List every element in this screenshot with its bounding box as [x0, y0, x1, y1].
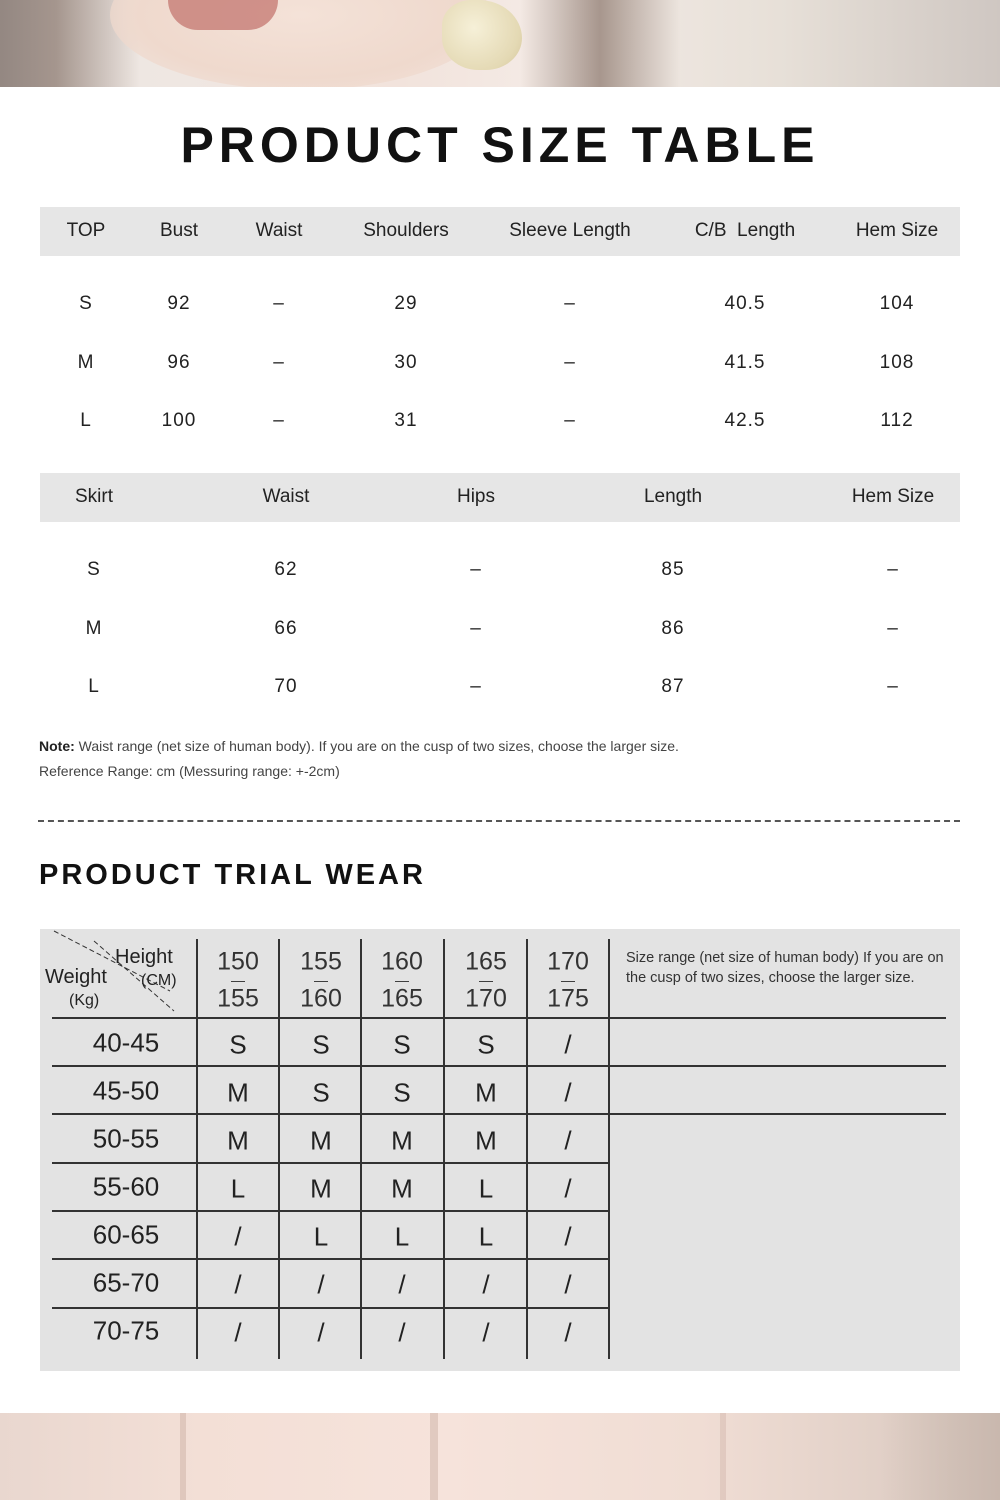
- weight-range: 70-75: [92, 1315, 160, 1346]
- height-range-from: 160: [381, 947, 423, 976]
- header-cell: Sleeve Length: [509, 220, 631, 241]
- table-cell: 96: [167, 352, 191, 373]
- page-title: PRODUCT SIZE TABLE: [180, 117, 820, 173]
- note-text: Waist range (net size of human body). If you are on the cusp of two sizes, choose the larger size.: [74, 738, 679, 754]
- size-cell: M: [391, 1173, 413, 1204]
- table-cell: 31: [394, 410, 418, 431]
- trial-wear-title: PRODUCT TRIAL WEAR: [39, 859, 426, 891]
- size-cell: /: [398, 1269, 406, 1300]
- header-cell: C/B Length: [694, 220, 796, 241]
- header-cell: Hips: [456, 486, 496, 507]
- size-cell: S: [229, 1029, 247, 1060]
- table-cell: 92: [167, 293, 191, 314]
- size-cell: S: [393, 1077, 411, 1108]
- table-cell: –: [273, 293, 285, 314]
- size-note: [39, 738, 679, 754]
- weight-axis-label: Weight: [45, 966, 107, 988]
- table-cell: 66: [274, 618, 298, 639]
- product-photo-bottom: [0, 1413, 1000, 1500]
- size-cell: L: [478, 1221, 494, 1252]
- header-cell: Waist: [255, 220, 303, 241]
- top-table-header: [40, 207, 960, 256]
- table-cell: S: [87, 559, 101, 580]
- size-cell: L: [394, 1221, 410, 1252]
- size-cell: /: [564, 1077, 572, 1108]
- model-photo-top: [0, 0, 1000, 87]
- weight-range: 50-55: [92, 1123, 160, 1154]
- table-cell: 29: [394, 293, 418, 314]
- table-cell: –: [470, 618, 482, 639]
- table-cell: 42.5: [724, 410, 766, 431]
- weight-range: 55-60: [92, 1171, 160, 1202]
- size-cell: /: [234, 1317, 242, 1348]
- height-range-separator: —: [314, 972, 328, 988]
- height-range-from: 150: [217, 947, 259, 976]
- size-cell: /: [317, 1269, 325, 1300]
- table-cell: 112: [880, 410, 914, 431]
- size-cell: M: [475, 1077, 497, 1108]
- size-cell: S: [393, 1029, 411, 1060]
- section-divider: [38, 820, 960, 822]
- table-cell: –: [273, 410, 285, 431]
- table-cell: –: [470, 676, 482, 697]
- weight-range: 40-45: [92, 1027, 160, 1058]
- trial-side-note: Size range (net size of human body) If you are on the cusp of two sizes, choose the larger size.: [626, 950, 944, 986]
- table-cell: 100: [161, 410, 197, 431]
- height-range-from: 155: [300, 947, 342, 976]
- table-cell: 41.5: [724, 352, 766, 373]
- size-cell: /: [564, 1029, 572, 1060]
- size-cell: M: [391, 1125, 413, 1156]
- table-cell: M: [77, 352, 95, 373]
- header-cell: Shoulders: [363, 220, 449, 241]
- height-range-to: 170: [465, 984, 507, 1013]
- flower-earring-image: [442, 0, 522, 70]
- table-cell: –: [564, 410, 576, 431]
- table-cell: M: [85, 618, 103, 639]
- table-cell: 30: [394, 352, 418, 373]
- size-cell: M: [227, 1125, 249, 1156]
- height-range-separator: —: [231, 972, 245, 988]
- header-cell: Hem Size: [855, 220, 939, 241]
- table-cell: –: [887, 676, 899, 697]
- header-cell: TOP: [66, 220, 106, 241]
- table-cell: 70: [274, 676, 298, 697]
- table-cell: 86: [661, 618, 685, 639]
- size-cell: /: [564, 1269, 572, 1300]
- size-cell: /: [234, 1221, 242, 1252]
- height-range-separator: —: [479, 972, 493, 988]
- size-cell: /: [482, 1269, 490, 1300]
- size-cell: L: [478, 1173, 494, 1204]
- reference-range-note: Reference Range: cm (Messuring range: +-2cm): [39, 763, 340, 779]
- note-label: Note:: [39, 738, 75, 754]
- size-cell: /: [564, 1317, 572, 1348]
- height-range-from: 170: [547, 947, 589, 976]
- height-range-separator: —: [395, 972, 409, 988]
- weight-unit-label: (Kg): [69, 992, 100, 1009]
- table-cell: –: [887, 618, 899, 639]
- table-cell: 108: [879, 352, 915, 373]
- size-cell: /: [234, 1269, 242, 1300]
- size-cell: S: [312, 1029, 330, 1060]
- top-size-table: [40, 207, 960, 447]
- trial-wear-table: [40, 929, 960, 1371]
- skirt-size-table: [40, 473, 960, 713]
- size-cell: /: [564, 1173, 572, 1204]
- size-cell: S: [477, 1029, 495, 1060]
- height-range-to: 175: [547, 984, 589, 1013]
- header-cell: Waist: [262, 486, 310, 507]
- size-cell: /: [317, 1317, 325, 1348]
- header-cell: Length: [643, 486, 703, 507]
- skirt-table-header: [40, 473, 960, 522]
- height-range-to: 155: [217, 984, 259, 1013]
- height-axis-label: Height: [115, 946, 173, 968]
- header-cell: Hem Size: [851, 486, 935, 507]
- table-cell: –: [273, 352, 285, 373]
- table-cell: 62: [274, 559, 298, 580]
- weight-range: 65-70: [92, 1267, 160, 1298]
- size-cell: /: [482, 1317, 490, 1348]
- size-cell: /: [564, 1221, 572, 1252]
- header-cell: Skirt: [75, 486, 113, 507]
- table-cell: –: [887, 559, 899, 580]
- size-cell: L: [230, 1173, 246, 1204]
- table-cell: L: [88, 676, 100, 697]
- size-cell: M: [227, 1077, 249, 1108]
- height-unit-label: (CM): [141, 972, 177, 989]
- size-cell: M: [310, 1125, 332, 1156]
- size-cell: L: [313, 1221, 329, 1252]
- table-cell: –: [564, 352, 576, 373]
- size-cell: M: [310, 1173, 332, 1204]
- weight-range: 45-50: [92, 1075, 160, 1106]
- height-range-separator: —: [561, 972, 575, 988]
- size-cell: M: [475, 1125, 497, 1156]
- table-cell: –: [564, 293, 576, 314]
- table-cell: 85: [661, 559, 685, 580]
- size-cell: S: [312, 1077, 330, 1108]
- size-cell: /: [398, 1317, 406, 1348]
- table-cell: 104: [879, 293, 915, 314]
- table-cell: L: [80, 410, 92, 431]
- height-range-to: 160: [300, 984, 342, 1013]
- height-range-to: 165: [381, 984, 423, 1013]
- height-range-from: 165: [465, 947, 507, 976]
- table-cell: 87: [661, 676, 685, 697]
- size-cell: /: [564, 1125, 572, 1156]
- header-cell: Bust: [159, 220, 199, 241]
- weight-range: 60-65: [92, 1219, 160, 1250]
- table-cell: S: [79, 293, 93, 314]
- table-cell: –: [470, 559, 482, 580]
- table-cell: 40.5: [724, 293, 766, 314]
